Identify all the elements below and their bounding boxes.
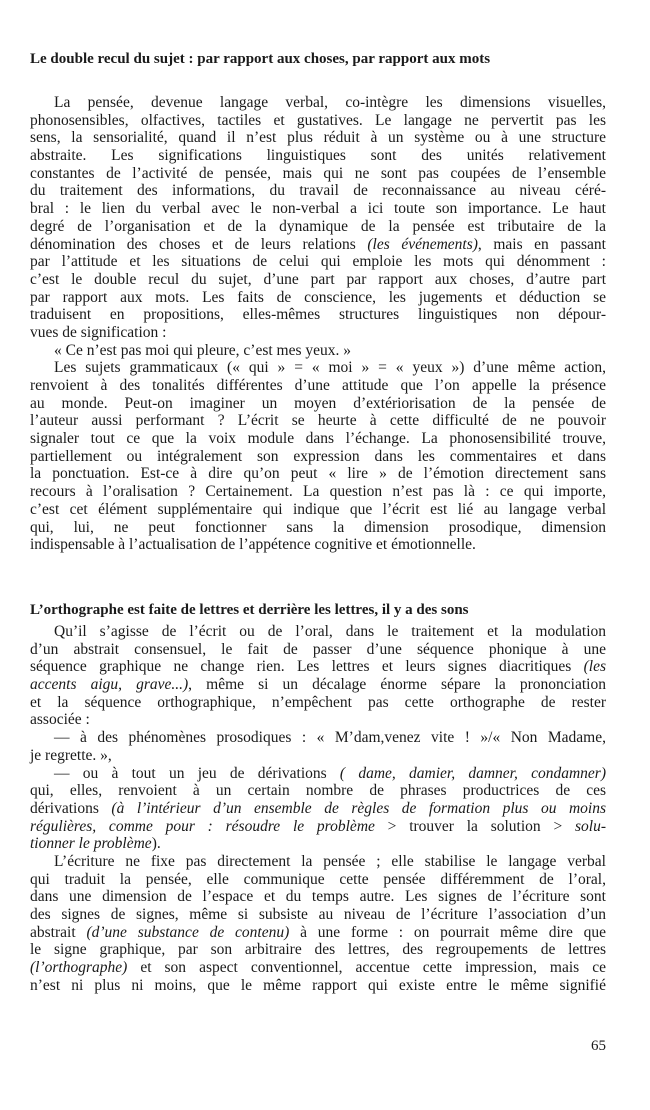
italic-text: (les xyxy=(583,658,606,676)
text-segment: sens, la sensorialité, quand il n’est plus réduit à un système ou à une structure xyxy=(30,129,606,147)
text-segment: degré de l’organisation et de la dynamique de la pensée est tributaire de la xyxy=(30,217,606,235)
text-segment: dérivations xyxy=(30,799,112,817)
text-line xyxy=(30,112,606,130)
text-line xyxy=(30,941,606,959)
text-line xyxy=(30,747,606,765)
text-segment: « Ce n’est pas moi qui pleure, c’est mes yeux. » xyxy=(54,341,352,359)
text-line xyxy=(30,306,606,324)
text-segment: et son aspect conventionnel, accentue cette impression, mais ce xyxy=(127,959,606,977)
section-body xyxy=(30,623,606,994)
italic-text: ( dame, damier, damner, condamner) xyxy=(339,764,606,782)
text-segment: > trouver la solution > xyxy=(374,817,575,835)
text-segment: Les sujets grammaticaux (« qui » = « moi » = « yeux ») d’une même action, xyxy=(54,359,606,377)
text-line xyxy=(30,483,606,501)
text-line xyxy=(30,765,606,783)
text-segment: — ou à tout un jeu de dérivations xyxy=(54,764,340,782)
text-segment: qui, elles, renvoient à un certain nombre de phrases productrices de ces xyxy=(30,782,606,800)
text-line xyxy=(30,641,606,659)
text-line xyxy=(30,818,606,836)
text-segment: qui traduit la pensée, elle communique cette pensée différemment de l’oral, xyxy=(30,870,606,888)
text-segment: phonosensibles, olfactives, tactiles et gustatives. Le langage ne pervertit pas les xyxy=(30,111,606,129)
text-segment: qui, lui, ne peut fonctionner sans la dimension prosodique, dimension xyxy=(30,518,606,536)
text-segment: dénomination des choses et de leurs relations xyxy=(30,235,368,253)
text-segment: l’auteur aussi performant ? L’écrit se heurte à cette difficulté de ne pouvoir xyxy=(30,412,606,430)
text-line xyxy=(30,906,606,924)
text-segment: — à des phénomènes prosodiques : « M’dam,venez vite ! »/« Non Madame, xyxy=(54,729,606,747)
text-segment: du traitement des informations, du travail de reconnaissance au niveau céré- xyxy=(30,182,606,200)
text-line xyxy=(30,853,606,871)
italic-text: régulières, comme pour : résoudre le problème xyxy=(30,817,375,835)
text-line xyxy=(30,835,606,853)
text-line xyxy=(30,536,606,554)
italic-text: tionner le problème xyxy=(30,835,152,853)
text-segment: c’est le double recul du sujet, d’une part par rapport aux choses, d’autre part xyxy=(30,270,606,288)
text-line xyxy=(30,359,606,377)
text-segment: c’est cet élément supplémentaire qui indique que l’écrit est lié au langage verbal xyxy=(30,500,606,518)
text-line xyxy=(30,236,606,254)
section-heading: Le double recul du sujet : par rapport aux choses, par rapport aux mots xyxy=(30,51,491,68)
text-segment: des signes de signes, même si subsiste au niveau de l’écriture l’association d’un xyxy=(30,906,606,923)
text-segment: signaler tout ce que la voix module dans l’échange. La phonosensibilité trouve, xyxy=(30,430,606,448)
text-line xyxy=(30,218,606,236)
text-line xyxy=(30,377,606,395)
text-segment: L’écriture ne fixe pas directement la pensée ; elle stabilise le langage verbal xyxy=(54,852,606,870)
text-line xyxy=(30,465,606,483)
text-line xyxy=(30,412,606,430)
text-segment: bral : le lien du verbal avec le non-verbal a ici toute son importance. Le haut xyxy=(30,200,606,218)
text-line xyxy=(30,711,606,729)
italic-text: (à l’intérieur d’un ensemble de règles de formation plus ou moins xyxy=(111,799,607,817)
section-body xyxy=(30,94,606,554)
text-line xyxy=(30,623,606,641)
text-segment: Qu’il s’agisse de l’écrit ou de l’oral, dans le traitement et la modulation xyxy=(54,623,606,640)
text-line xyxy=(30,959,606,977)
text-segment: abstraite. Les significations linguistiques sont des unités relativement xyxy=(30,147,606,165)
text-line xyxy=(30,800,606,818)
text-line xyxy=(30,729,606,747)
italic-text: (les événements) xyxy=(367,235,478,253)
page-number: 65 xyxy=(591,1038,606,1054)
text-segment: indispensable à l’actualisation de l’appétence cognitive et émotionnelle. xyxy=(30,536,476,554)
text-segment: abstrait xyxy=(30,923,87,941)
text-line xyxy=(30,430,606,448)
text-segment: n’est ni plus ni moins, que le même rapport qui existe entre le même signifié xyxy=(30,976,606,994)
text-segment: renvoient à des tonalités différentes d’une attitude que l’on appelle la présence xyxy=(30,377,606,394)
text-line xyxy=(30,324,606,342)
text-line xyxy=(30,395,606,413)
text-line xyxy=(30,888,606,906)
text-segment: traduisent en propositions, elles-mêmes structures linguistiques non dépour- xyxy=(30,306,606,324)
text-line xyxy=(30,782,606,800)
text-segment: le signe graphique, par son arbitraire des lettres, des regroupements de lettres xyxy=(30,941,606,959)
text-line xyxy=(30,924,606,942)
text-line xyxy=(30,182,606,200)
text-line xyxy=(30,871,606,889)
text-line xyxy=(30,448,606,466)
text-line xyxy=(30,165,606,183)
text-segment: je regrette. », xyxy=(30,746,112,764)
text-line xyxy=(30,253,606,271)
text-line xyxy=(30,519,606,537)
text-segment: , même si un décalage énorme sépare la prononciation xyxy=(188,676,606,694)
text-line xyxy=(30,694,606,712)
text-line xyxy=(30,342,606,360)
text-segment: d’un abstrait consensuel, le fait de passer d’une séquence phonique à une xyxy=(30,640,606,658)
text-segment: ). xyxy=(151,835,161,853)
text-segment: la ponctuation. Est-ce à dire qu’on peut « lire » de l’émotion directement sans xyxy=(30,465,606,483)
text-line xyxy=(30,94,606,112)
section-heading: L’orthographe est faite de lettres et derrière les lettres, il y a des sons xyxy=(30,602,469,619)
text-segment: constantes de l’activité de pensée, mais qui ne sont pas coupées de l’ensemble xyxy=(30,164,606,182)
italic-text: (l’orthographe) xyxy=(30,959,128,977)
italic-text: accents aigu, grave...) xyxy=(30,676,189,694)
text-line xyxy=(30,147,606,165)
text-line xyxy=(30,977,606,995)
text-segment: et la séquence orthographique, n’empêchent pas cette orthographe de rester xyxy=(30,693,606,711)
text-segment: associée : xyxy=(30,711,90,729)
text-segment: , mais en passant xyxy=(477,235,606,253)
text-segment: vues de signification : xyxy=(30,323,167,341)
text-segment: séquence graphique ne change rien. Les lettres et leurs signes diacritiques xyxy=(30,658,584,676)
text-segment: à une forme : on pourrait même dire que xyxy=(289,923,607,941)
text-line xyxy=(30,289,606,307)
text-line xyxy=(30,501,606,519)
text-line xyxy=(30,200,606,218)
text-segment: La pensée, devenue langage verbal, co-intègre les dimensions visuelles, xyxy=(54,94,606,111)
text-segment: par rapport aux mots. Les faits de conscience, les jugements et déduction se xyxy=(30,288,606,306)
italic-text: solu- xyxy=(575,817,606,835)
text-line xyxy=(30,676,606,694)
text-segment: par l’attitude et les situations de celui qui emploie les mots qui dénomment : xyxy=(30,253,606,271)
text-line xyxy=(30,658,606,676)
text-segment: dans une dimension de l’espace et du temps autre. Les signes de l’écriture sont xyxy=(30,888,606,906)
text-segment: partiellement ou intégralement son expression dans les commentaires et dans xyxy=(30,447,606,465)
text-segment: recours à l’oralisation ? Certainement. La question n’est pas là : ce qui importe, xyxy=(30,483,606,501)
text-line xyxy=(30,271,606,289)
italic-text: (d’une substance de contenu) xyxy=(86,923,290,941)
text-line xyxy=(30,129,606,147)
text-segment: au monde. Peut-on imaginer un moyen d’extériorisation de la pensée de xyxy=(30,394,606,412)
